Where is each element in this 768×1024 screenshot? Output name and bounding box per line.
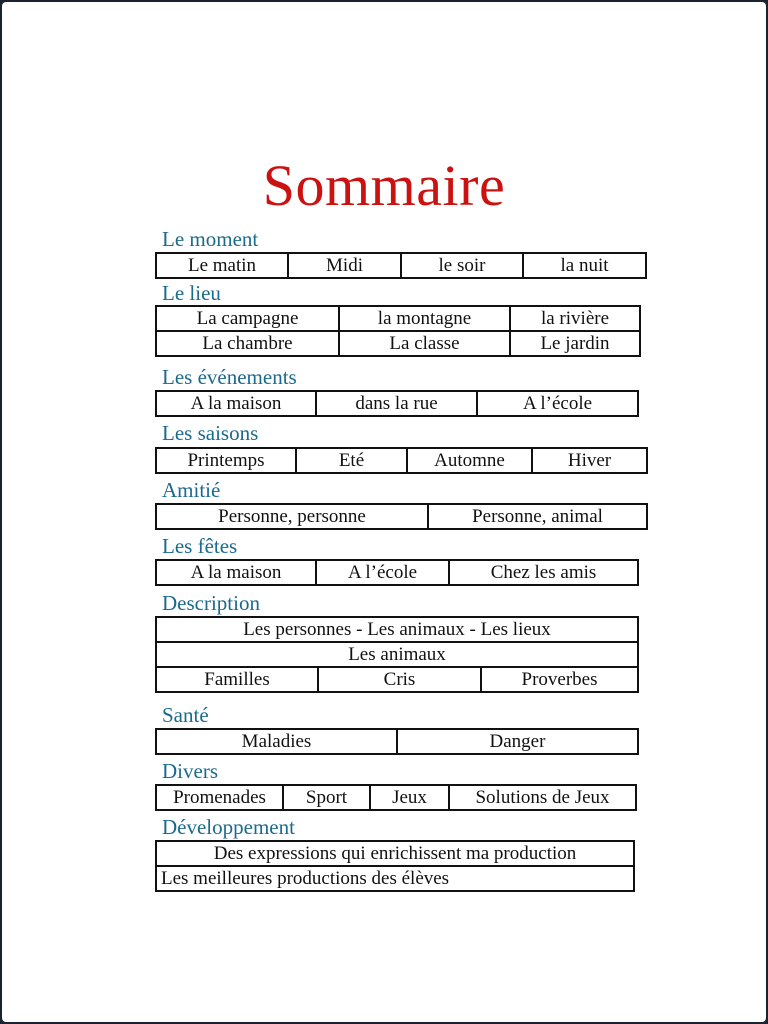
table-cell: Jeux (370, 785, 449, 810)
section-heading-les-saisons: Les saisons (162, 421, 259, 445)
section-heading-les-fetes: Les fêtes (162, 534, 238, 558)
table-row (156, 642, 638, 667)
table-cell: Sport (283, 785, 370, 810)
section-table-sante (155, 728, 639, 755)
table-row (156, 617, 638, 642)
table-row (156, 866, 634, 891)
section-heading-sante: Santé (162, 703, 209, 727)
section-heading-les-evenements: Les événements (162, 365, 297, 389)
page-title: Sommaire (262, 153, 506, 218)
section-table-les-saisons (155, 447, 648, 474)
table-cell: Chez les amis (449, 560, 638, 585)
table-cell: Personne, animal (428, 504, 647, 529)
table-cell: le soir (401, 253, 523, 278)
table-row (156, 785, 636, 810)
table-cell: Le matin (156, 253, 288, 278)
section-table-les-fetes (155, 559, 639, 586)
table-cell: la montagne (339, 306, 510, 331)
table-cell: Automne (407, 448, 532, 473)
table-row (156, 391, 638, 416)
table-cell: Promenades (156, 785, 283, 810)
table-row (156, 667, 638, 692)
section-heading-amitie: Amitié (162, 478, 221, 502)
table-cell: Personne, personne (156, 504, 428, 529)
table-cell: La classe (339, 331, 510, 356)
table-row (156, 560, 638, 585)
table-cell: A la maison (156, 391, 316, 416)
section-table-le-lieu (155, 305, 641, 357)
table-cell: Les animaux (156, 642, 638, 667)
table-row (156, 729, 638, 754)
section-heading-description: Description (162, 591, 260, 615)
table-cell: A la maison (156, 560, 316, 585)
section-table-les-evenements (155, 390, 639, 417)
table-cell: Le jardin (510, 331, 640, 356)
table-row (156, 306, 640, 331)
table-cell: La chambre (156, 331, 339, 356)
section-table-description (155, 616, 639, 693)
section-table-le-moment (155, 252, 647, 279)
table-cell: Cris (318, 667, 481, 692)
table-cell: Familles (156, 667, 318, 692)
table-cell: Danger (397, 729, 638, 754)
table-cell: Solutions de Jeux (449, 785, 636, 810)
table-cell: Les personnes - Les animaux - Les lieux (156, 617, 638, 642)
section-heading-le-moment: Le moment (162, 227, 259, 251)
table-cell: La campagne (156, 306, 339, 331)
section-table-divers (155, 784, 637, 811)
table-row (156, 331, 640, 356)
table-cell: Des expressions qui enrichissent ma production (156, 841, 634, 866)
table-row (156, 841, 634, 866)
table-cell: Eté (296, 448, 407, 473)
table-cell: la nuit (523, 253, 646, 278)
document-page (2, 2, 766, 1022)
section-table-amitie (155, 503, 648, 530)
table-row (156, 448, 647, 473)
table-row (156, 504, 647, 529)
table-cell: Printemps (156, 448, 296, 473)
table-cell: A l’école (316, 560, 449, 585)
table-cell: Maladies (156, 729, 397, 754)
table-cell: Les meilleures productions des élèves (156, 866, 634, 891)
section-heading-developpement: Développement (162, 815, 295, 839)
section-table-developpement (155, 840, 635, 892)
table-cell: Midi (288, 253, 401, 278)
table-cell: la rivière (510, 306, 640, 331)
table-cell: Hiver (532, 448, 647, 473)
table-cell: Proverbes (481, 667, 638, 692)
section-heading-divers: Divers (162, 759, 218, 783)
table-cell: A l’école (477, 391, 638, 416)
table-row (156, 253, 646, 278)
table-cell: dans la rue (316, 391, 477, 416)
section-heading-le-lieu: Le lieu (162, 281, 221, 305)
